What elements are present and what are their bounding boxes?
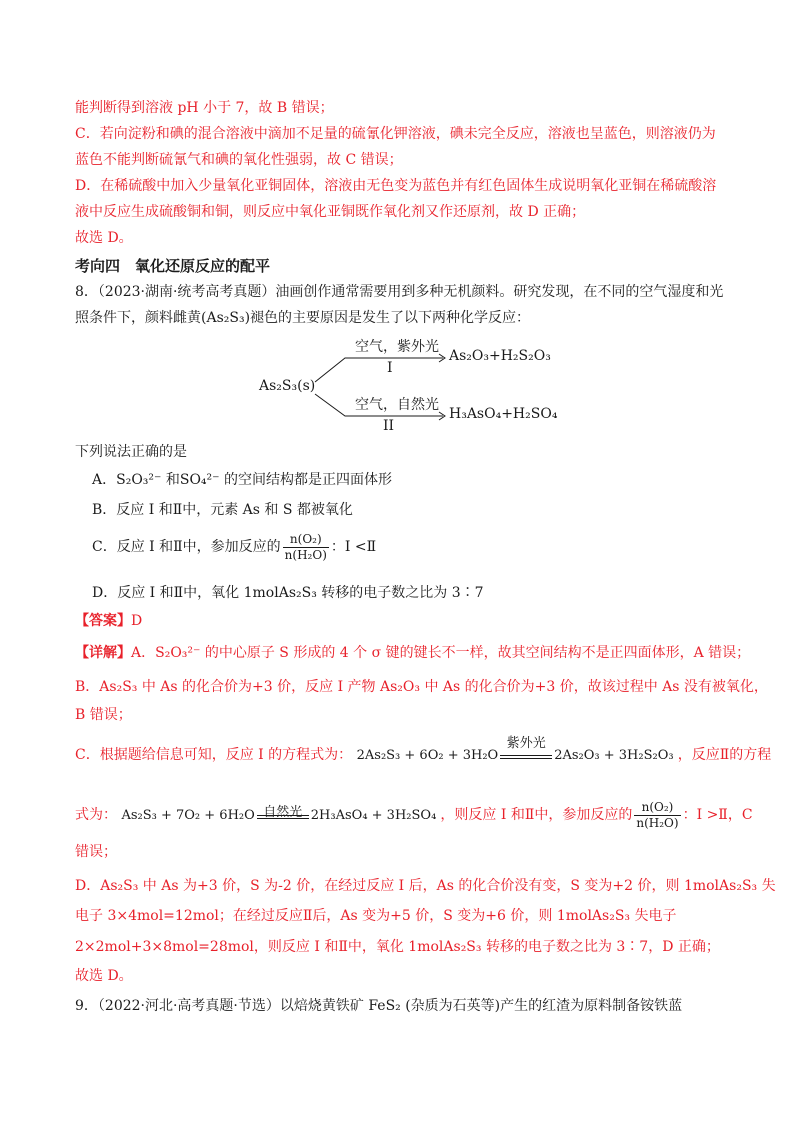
q8-prompt: 下列说法正确的是 <box>75 444 187 460</box>
prev-choose: 故选 D。 <box>75 230 133 246</box>
eq2-condition: 自然光 <box>263 805 303 820</box>
detail-c2-text: 式为： <box>75 807 117 823</box>
detail-c-line3: 错误； <box>75 844 117 860</box>
prev-b-line: 能判断得到溶液 pH 小于 7，故 B 错误； <box>75 100 334 116</box>
option-c <box>92 528 376 566</box>
product-1: As₂O₃+H₂S₂O₃ <box>449 348 551 364</box>
option-b: B．反应 I 和Ⅱ中，元素 As 和 S 都被氧化 <box>92 502 353 518</box>
eq2-right: 2H₃AsO₄ + 3H₂SO₄ <box>310 808 437 823</box>
detail-c-line1 <box>75 736 772 766</box>
q8-choose: 故选 D。 <box>75 968 133 984</box>
q8-intro2-b: 褪色的主要原因是发生了以下两种化学反应： <box>250 310 531 326</box>
detail-ratio-fraction <box>634 800 680 831</box>
detail-d-line1: D．As₂S₃ 中 As 为+3 价，S 为-2 价，在经过反应 I 后，As 的化合价没有变，S 变为+2 价，则 1molAs₂S₃ 失 <box>75 878 776 894</box>
condition-2: 空气，自然光 <box>355 397 439 413</box>
q9-line1: 9．（2022·河北·高考真题·节选）以焙烧黄铁矿 FeS₂ (杂质为石英等)产生的红渣为原料制备铵铁蓝 <box>75 998 683 1014</box>
q8-intro-line1: 8．（2023·湖南·统考高考真题）油画创作通常需要用到多种无机颜料。研究发现，在不同的空气湿度和光 <box>75 284 724 300</box>
detail-fraction-denominator: n(H₂O) <box>636 815 679 830</box>
answer-line <box>75 611 142 631</box>
detail-c2-tail: ：I >Ⅱ，C <box>682 807 753 823</box>
fraction-denominator: n(H₂O) <box>284 547 327 562</box>
detail-d-line2: 电子 3×4mol=12mol；在经过反应Ⅱ后，As 变为+5 价，S 变为+6 价，则 1molAs₂S₃ 失电子 <box>75 908 677 924</box>
ratio-fraction <box>283 532 329 563</box>
detail-a <box>75 643 750 663</box>
reaction-label-1: I <box>387 360 393 376</box>
section-heading: 考向四 氧化还原反应的配平 <box>75 257 271 275</box>
condition-1: 空气，紫外光 <box>355 339 439 355</box>
detail-c-line2 <box>75 796 753 835</box>
prev-d-line1: D．在稀硫酸中加入少量氧化亚铜固体，溶液由无色变为蓝色并有红色固体生成说明氧化亚铜在稀硫酸溶 <box>75 178 717 194</box>
detail-d-line3: 2×2mol+3×8mol=28mol，则反应 I 和Ⅱ中，氧化 1molAs₂S₃ 转移的电子数之比为 3∶7，D 正确； <box>75 939 720 955</box>
prev-c-line1: C．若向淀粉和碘的混合溶液中滴加不足量的硫氰化钾溶液，碘未完全反应，溶液也呈蓝色，则溶液仍为 <box>75 126 716 142</box>
eq2-arrow <box>257 805 309 820</box>
detail-b-line1: B．As₂S₃ 中 As 的化合价为+3 价，反应 I 产物 As₂O₃ 中 As 的化合价为+3 价，故该过程中 As 没有被氧化， <box>75 679 768 695</box>
reactant: As₂S₃(s) <box>259 378 316 394</box>
fraction-numerator: n(O₂) <box>283 532 329 548</box>
equation-2 <box>121 805 440 823</box>
detail-c2-mid: ，则反应 I 和Ⅱ中，参加反应的 <box>440 807 633 823</box>
eq1-condition: 紫外光 <box>506 736 546 751</box>
option-a: A．S₂O₃²⁻ 和SO₄²⁻ 的空间结构都是正四面体形 <box>92 472 392 488</box>
answer-tag: 【答案】 <box>75 613 131 629</box>
detail-fraction-numerator: n(O₂) <box>634 800 680 816</box>
answer-value: D <box>131 613 143 629</box>
detail-a-text: A．S₂O₃²⁻ 的中心原子 S 形成的 4 个 σ 键的键长不一样，故其空间结构不是正四面体形，A 错误； <box>131 645 751 661</box>
equation-1 <box>356 736 678 763</box>
reaction-scheme <box>255 336 565 436</box>
orpiment-formula: (As₂S₃) <box>201 310 251 326</box>
reaction-label-2: II <box>383 418 395 434</box>
option-d: D．反应 I 和Ⅱ中，氧化 1molAs₂S₃ 转移的电子数之比为 3∶7 <box>92 585 484 601</box>
eq2-left: As₂S₃ + 7O₂ + 6H₂O <box>121 808 255 823</box>
eq1-arrow <box>500 736 552 759</box>
option-c-text: C．反应 I 和Ⅱ中，参加反应的 <box>92 539 281 555</box>
detail-c1-tail: ，反应Ⅱ的方程 <box>677 747 772 763</box>
prev-c-line2: 蓝色不能判断硫氰气和碘的氧化性强弱，故 C 错误； <box>75 152 403 168</box>
arrow-path-1 <box>315 358 443 382</box>
q8-intro2-a: 照条件下，颜料雌黄 <box>75 310 201 326</box>
product-2: H₃AsO₄+H₂SO₄ <box>449 406 558 422</box>
eq1-right: 2As₂O₃ + 3H₂S₂O₃ <box>554 748 674 763</box>
detail-c1-text: C．根据题给信息可知，反应 I 的方程式为： <box>75 747 353 763</box>
detail-tag: 【详解】 <box>75 645 131 661</box>
detail-b-line2: B 错误； <box>75 707 132 723</box>
prev-d-line2: 液中反应生成硫酸铜和铜，则反应中氧化亚铜既作氧化剂又作还原剂，故 D 正确； <box>75 204 586 220</box>
eq1-left: 2As₂S₃ + 6O₂ + 3H₂O <box>356 748 499 763</box>
q8-intro-line2 <box>75 308 530 328</box>
option-c-compare: ：I <Ⅱ <box>330 539 377 555</box>
